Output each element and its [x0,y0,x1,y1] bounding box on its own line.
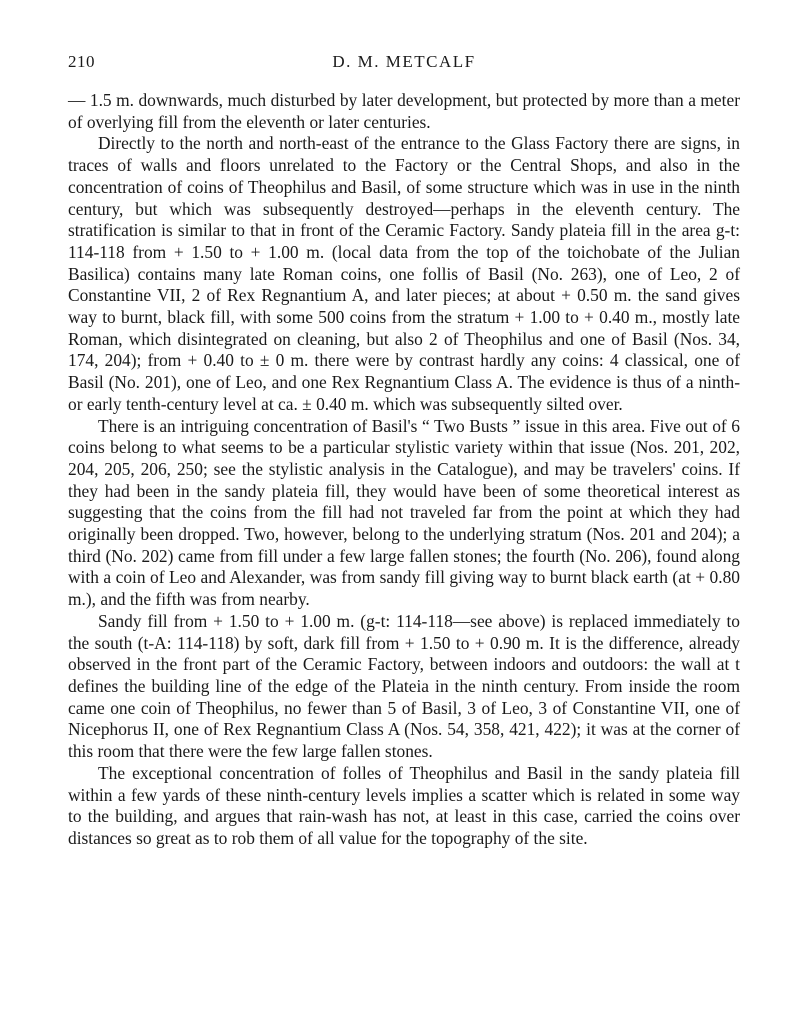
page [68,52,740,850]
page-number: 210 [68,52,95,71]
running-head-author: D. M. METCALF [332,52,476,71]
paragraph: Sandy fill from + 1.50 to + 1.00 m. (g-t: 114-118—see above) is replaced immediately to the south (t-A: 114-118) by soft, dark fill from + 1.50 to + 0.90 m. It is the difference, already observed in the front part of the Ceramic Factory, between indoors and outdoors: the wall at t defines the building line of the edge of the Plateia in the ninth century. From inside the room came one coin of Theophilus, no fewer than 5 of Basil, 3 of Leo, 3 of Constantine VII, one of Nicephorus II, one of Rex Regnantium Class A (Nos. 54, 358, 421, 422); it was at the corner of this room that there were the few large fallen stones. [68,610,740,762]
running-head [68,52,740,76]
body-text [68,90,740,850]
paragraph: Directly to the north and north-east of the entrance to the Glass Factory there are signs, in traces of walls and floors unrelated to the Factory or the Central Shops, and also in the concentration of coins of Theophilus and Basil, of some structure which was in use in the ninth century, but which was subsequently destroyed—perhaps in the eleventh century. The stratification is similar to that in front of the Ceramic Factory. Sandy plateia fill in the area g-t: 114-118 from + 1.50 to + 1.00 m. (local data from the top of the toichobate of the Julian Basilica) contains many late Roman coins, one follis of Basil (No. 263), one of Leo, 2 of Constantine VII, 2 of Rex Regnantium A, and later pieces; at about + 0.50 m. the sand gives way to burnt, black fill, with some 500 coins from the stratum + 1.00 to + 0.40 m., mostly late Roman, which disintegrated on cleaning, but also 2 of Theophilus and one of Basil (Nos. 34, 174, 204); from + 0.40 to ± 0 m. there were by contrast hardly any coins: 4 classical, one of Basil (No. 201), one of Leo, and one Rex Regnantium Class A. The evidence is thus of a ninth- or early tenth-century level at ca. ± 0.40 m. which was subsequently silted over. [68,133,740,414]
paragraph-continuation: — 1.5 m. downwards, much disturbed by later development, but protected by more than a meter of overlying fill from the eleventh or later centuries. [68,90,740,132]
paragraph: There is an intriguing concentration of Basil's “ Two Busts ” issue in this area. Five out of 6 coins belong to what seems to be a particular stylistic variety within that issue (Nos. 201, 202, 204, 205, 206, 250; see the stylistic analysis in the Catalogue), and may be travelers' coins. If they had been in the sandy plateia fill, they would have been of some theoretical interest as suggesting that the coins from the fill had not traveled far from the point at which they had originally been dropped. Two, however, belong to the underlying stratum (Nos. 201 and 204); a third (No. 202) came from fill under a few large fallen stones; the fourth (No. 206), found along with a coin of Leo and Alexander, was from sandy fill giving way to burnt black earth (at + 0.80 m.), and the fifth was from nearby. [68,415,740,610]
paragraph: The exceptional concentration of folles of Theophilus and Basil in the sandy plateia fill within a few yards of these ninth-century levels implies a scatter which is related in some way to the building, and argues that rain-wash has not, at least in this case, carried the coins over distances so great as to rob them of all value for the topography of the site. [68,762,740,848]
